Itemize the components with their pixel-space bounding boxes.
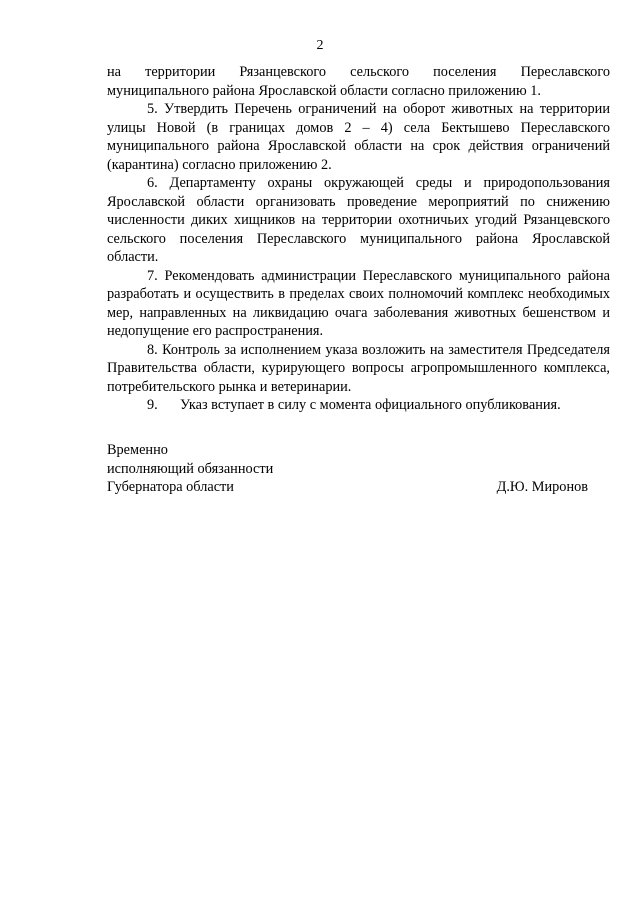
item-5-paragraph: [107, 100, 610, 174]
item-9-number: 9.: [147, 397, 158, 413]
signature-position: Губернатора области: [107, 479, 234, 495]
signatory-name: Д.Ю. Миронов: [496, 479, 588, 495]
item-7-number: 7.: [147, 267, 158, 284]
signature-title-line-2: исполняющий обязанности: [107, 460, 274, 477]
item-6-paragraph: [107, 174, 610, 267]
item-8-text: Контроль за исполнением указа возложить на заместителя Председателя Правительства области, курирующего вопросы агропромышленного комплекса, потребительского рынка и ветеринарии.: [107, 341, 610, 395]
item-9-text: Указ вступает в силу с момента официального опубликования.: [180, 397, 561, 413]
document-body: [107, 63, 610, 415]
item-7-paragraph: [107, 267, 610, 341]
signature-title-line-3: [107, 478, 610, 497]
signature-block: [107, 441, 610, 497]
signature-title-line-1: Временно: [107, 442, 168, 458]
item-6-text: Департаменту охраны окружающей среды и природопользования Ярославской области организовать проведение мероприятий по снижению численности диких хищников на территории охотничьих угодий Рязанцевского сельского поселения Переславского муниципального района Ярославской области.: [107, 175, 610, 265]
item-9-paragraph: [107, 396, 610, 415]
page-number: 2: [316, 38, 324, 53]
item-8-number: 8.: [147, 341, 158, 358]
continuation-paragraph: на территории Рязанцевского сельского поселения Переславского муниципального района Ярославской области согласно приложению 1.: [107, 64, 610, 99]
item-7-text: Рекомендовать администрации Переславского муниципального района разработать и осуществить в пределах своих полномочий комплекс необходимых мер, направленных на ликвидацию очага заболевания животных бешенством и недопущение его распространения.: [107, 267, 610, 339]
item-6-number: 6.: [147, 175, 158, 191]
item-5-text: Утвердить Перечень ограничений на оборот животных на территории улицы Новой (в границах домов 2 – 4) села Бектышево Переславского муниципального района Ярославской области на срок действия ограничений (карантина) согласно приложению 2.: [107, 101, 610, 173]
item-8-paragraph: [107, 341, 610, 397]
item-5-number: 5.: [147, 101, 158, 117]
